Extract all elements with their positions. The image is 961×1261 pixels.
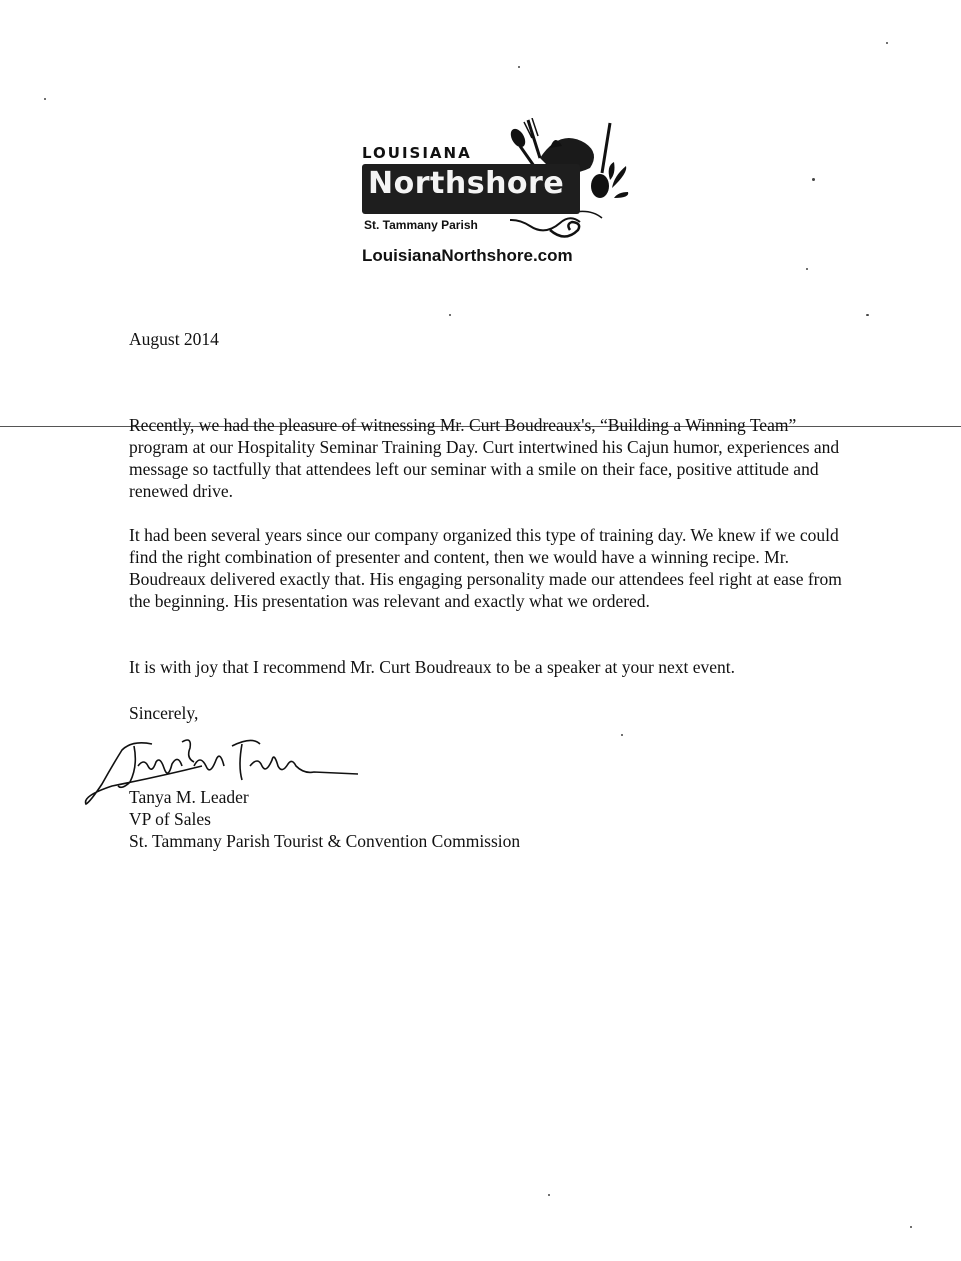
- scan-speck: [806, 268, 808, 270]
- scan-speck: [886, 42, 888, 44]
- scan-speck: [812, 178, 815, 181]
- signer-organization: St. Tammany Parish Tourist & Convention Commission: [129, 831, 521, 851]
- scan-speck: [518, 66, 520, 68]
- scan-speck: [866, 314, 869, 316]
- brand-website: LouisianaNorthshore.com: [362, 246, 573, 265]
- signer-block: [129, 786, 520, 852]
- scan-speck: [44, 98, 46, 100]
- letter-date: August 2014: [129, 329, 219, 349]
- brand-parish: St. Tammany Parish: [364, 218, 478, 232]
- letterhead-logo: [360, 118, 630, 270]
- brand-northshore: Northshore: [368, 166, 565, 201]
- scan-speck: [621, 734, 623, 736]
- signer-name: Tanya M. Leader: [129, 787, 249, 807]
- brand-louisiana: LOUISIANA: [362, 144, 472, 162]
- signer-title: VP of Sales: [129, 809, 211, 829]
- scan-speck: [449, 314, 451, 316]
- paragraph-1: Recently, we had the pleasure of witnessing Mr. Curt Boudreaux's, “Building a Winning Team” program at our Hospitality Seminar Training Day. Curt intertwined his Cajun humor, experiences and message so tactfully that attendees left our seminar with a smile on their face, positive attitude and renewed drive.: [129, 415, 840, 501]
- scan-speck: [548, 1194, 550, 1196]
- closing: Sincerely,: [129, 703, 199, 723]
- scan-speck: [910, 1226, 912, 1228]
- paragraph-3: It is with joy that I recommend Mr. Curt Boudreaux to be a speaker at your next event.: [129, 657, 736, 677]
- paragraph-2: It had been several years since our company organized this type of training day. We knew if we could find the right combination of presenter and content, then we would have a winning recipe. Mr. Boudreaux delivered exactly that. His engaging personality made our attendees feel right at ease from the beginning. His presentation was relevant and exactly what we ordered.: [129, 525, 842, 611]
